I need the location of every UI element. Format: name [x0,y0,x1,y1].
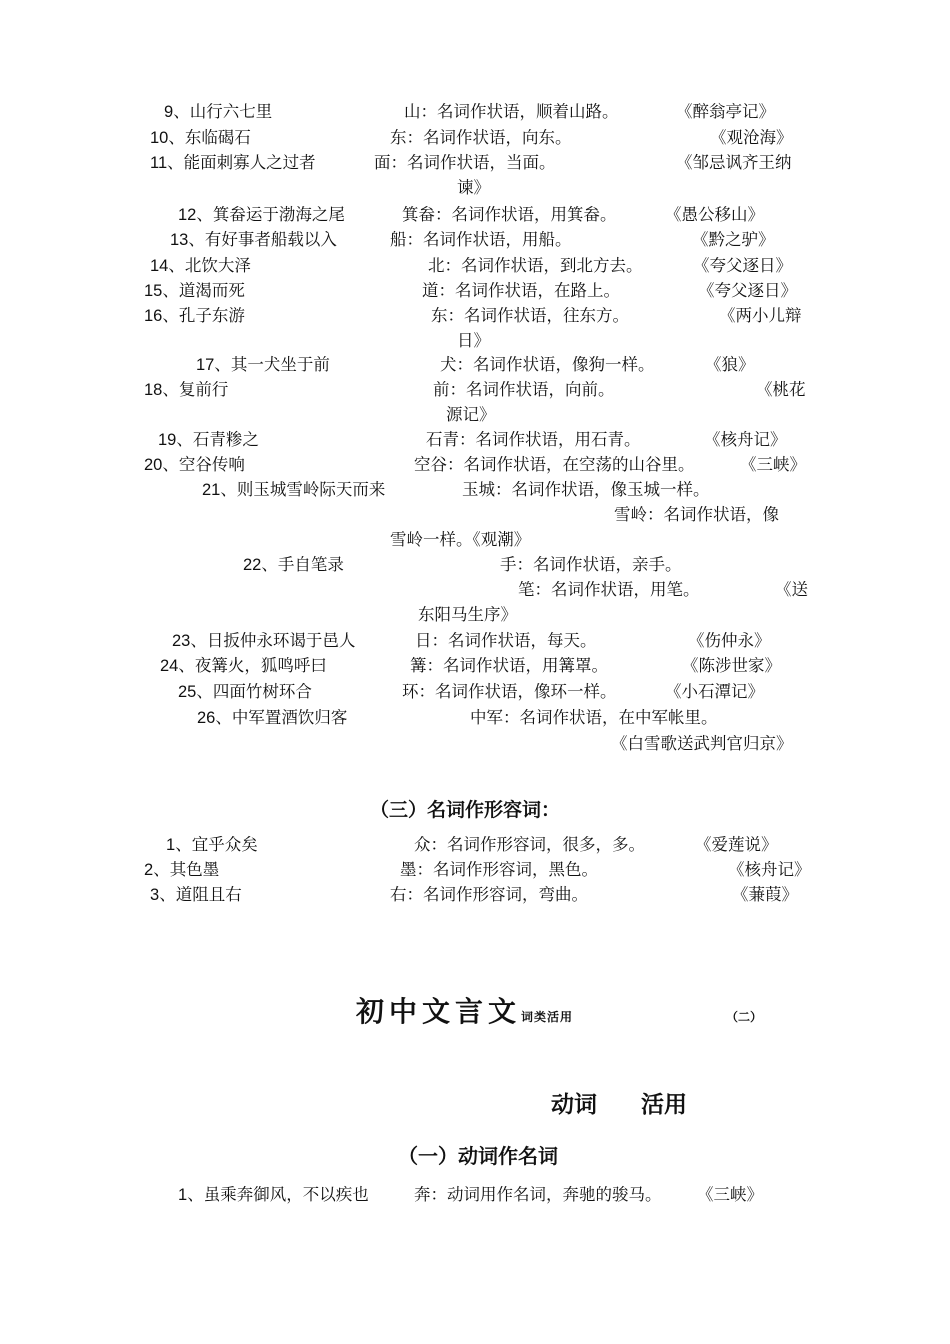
list-item: 17、其一犬坐于前 [196,355,330,374]
item-continuation: 东阳马生序》 [418,605,517,624]
list-item: 23、日扳仲永环谒于邑人 [172,631,356,650]
item-source: 《陈涉世家》 [682,656,781,675]
list-item: 1、虽乘奔御风，不以疾也 [178,1185,369,1204]
item-explanation: 墨：名词作形容词，黑色。 [400,860,598,879]
item-explanation: 东：名词作状语，向东。 [390,128,572,147]
item-source: 《愚公移山》 [665,205,764,224]
item-explanation: 东：名词作状语，往东方。 [431,306,629,325]
item-explanation: 山：名词作状语，顺着山路。 [404,102,619,121]
item-explanation: 中军：名词作状语，在中军帐里。 [470,708,718,727]
item-explanation: 众：名词作形容词，很多，多。 [414,835,645,854]
list-item: 15、道渴而死 [144,281,245,300]
item-source: 《狼》 [705,355,755,374]
item-source: 《伤仲永》 [688,631,771,650]
item-explanation: 前：名词作状语，向前。 [433,380,615,399]
section-title: 动词 活用 [551,1092,687,1118]
item-source: 《邹忌讽齐王纳 [676,153,792,172]
item-source: 《小石潭记》 [665,682,764,701]
item-explanation: 奔：动词用作名词，奔驰的骏马。 [414,1185,662,1204]
list-item: 21、则玉城雪岭际天而来 [202,480,386,499]
item-explanation: 石青：名词作状语，用石青。 [426,430,641,449]
list-item: 3、道阻且右 [150,885,242,904]
item-source: 《夸父逐日》 [693,256,792,275]
item-continuation: 雪岭一样。《观潮》 [390,530,531,549]
list-item: 14、北饮大泽 [150,256,251,275]
list-item: 13、有好事者船载以入 [170,230,337,249]
item-source: 《两小儿辩 [719,306,802,325]
item-explanation: 北：名词作状语，到北方去。 [428,256,643,275]
item-explanation-2: 笔：名词作状语，用笔。 [518,580,700,599]
list-item: 22、手自笔录 [243,555,344,574]
item-explanation: 环：名词作状语，像环一样。 [402,682,617,701]
item-continuation: 日》 [457,331,490,350]
document-title-sub: 词类活用 [521,1010,574,1024]
document-title: 初中文言文词类活用 [356,995,574,1028]
item-explanation: 玉城：名词作状语，像玉城一样。 [462,480,710,499]
list-item: 11、能面刺寡人之过者 [150,153,316,172]
list-item: 20、空谷传响 [144,455,245,474]
item-source: 《白雪歌送武判官归京》 [611,734,793,753]
item-continuation: 谏》 [457,178,490,197]
item-explanation: 箕畚：名词作状语，用箕畚。 [402,205,617,224]
item-explanation: 手：名词作状语，亲手。 [500,555,682,574]
list-item: 24、夜篝火，狐鸣呼曰 [160,656,327,675]
item-continuation: 源记》 [446,405,496,424]
list-item: 10、东临碣石 [150,128,251,147]
item-explanation: 道：名词作状语，在路上。 [422,281,620,300]
item-source: 《核舟记》 [728,860,811,879]
item-source: 《送 [775,580,808,599]
item-explanation: 犬：名词作状语，像狗一样。 [440,355,655,374]
list-item: 19、石青糁之 [158,430,259,449]
item-source: 《观沧海》 [710,128,793,147]
item-explanation: 面：名词作状语，当面。 [374,153,556,172]
item-source: 《三峡》 [740,455,806,474]
list-item: 16、孔子东游 [144,306,245,325]
list-item: 9、山行六七里 [164,102,273,121]
item-source: 《桃花 [756,380,806,399]
list-item: 1、宜乎众矣 [166,835,258,854]
item-source: 《黔之驴》 [692,230,775,249]
list-item: 12、箕畚运于渤海之尾 [178,205,345,224]
list-item: 25、四面竹树环合 [178,682,312,701]
list-item: 2、其色墨 [144,860,220,879]
list-item: 18、复前行 [144,380,229,399]
section-heading: （三）名词作形容词： [370,799,561,821]
item-source: 《夸父逐日》 [698,281,797,300]
item-explanation: 船：名词作状语，用船。 [390,230,572,249]
item-source: 《蒹葭》 [732,885,798,904]
list-item: 26、中军置酒饮归客 [197,708,348,727]
item-source: 《醉翁亭记》 [676,102,775,121]
subsection-heading: （一）动词作名词 [398,1144,558,1168]
item-source: 《三峡》 [697,1185,763,1204]
item-source: 《爱莲说》 [695,835,778,854]
item-explanation-2: 雪岭：名词作状语，像 [614,505,779,524]
item-source: 《核舟记》 [704,430,787,449]
document-part-number: （二） [726,1010,763,1024]
item-explanation: 空谷：名词作状语，在空荡的山谷里。 [414,455,695,474]
item-explanation: 日：名词作状语，每天。 [415,631,597,650]
item-explanation: 右：名词作形容词，弯曲。 [390,885,588,904]
item-explanation: 篝：名词作状语，用篝罩。 [410,656,608,675]
